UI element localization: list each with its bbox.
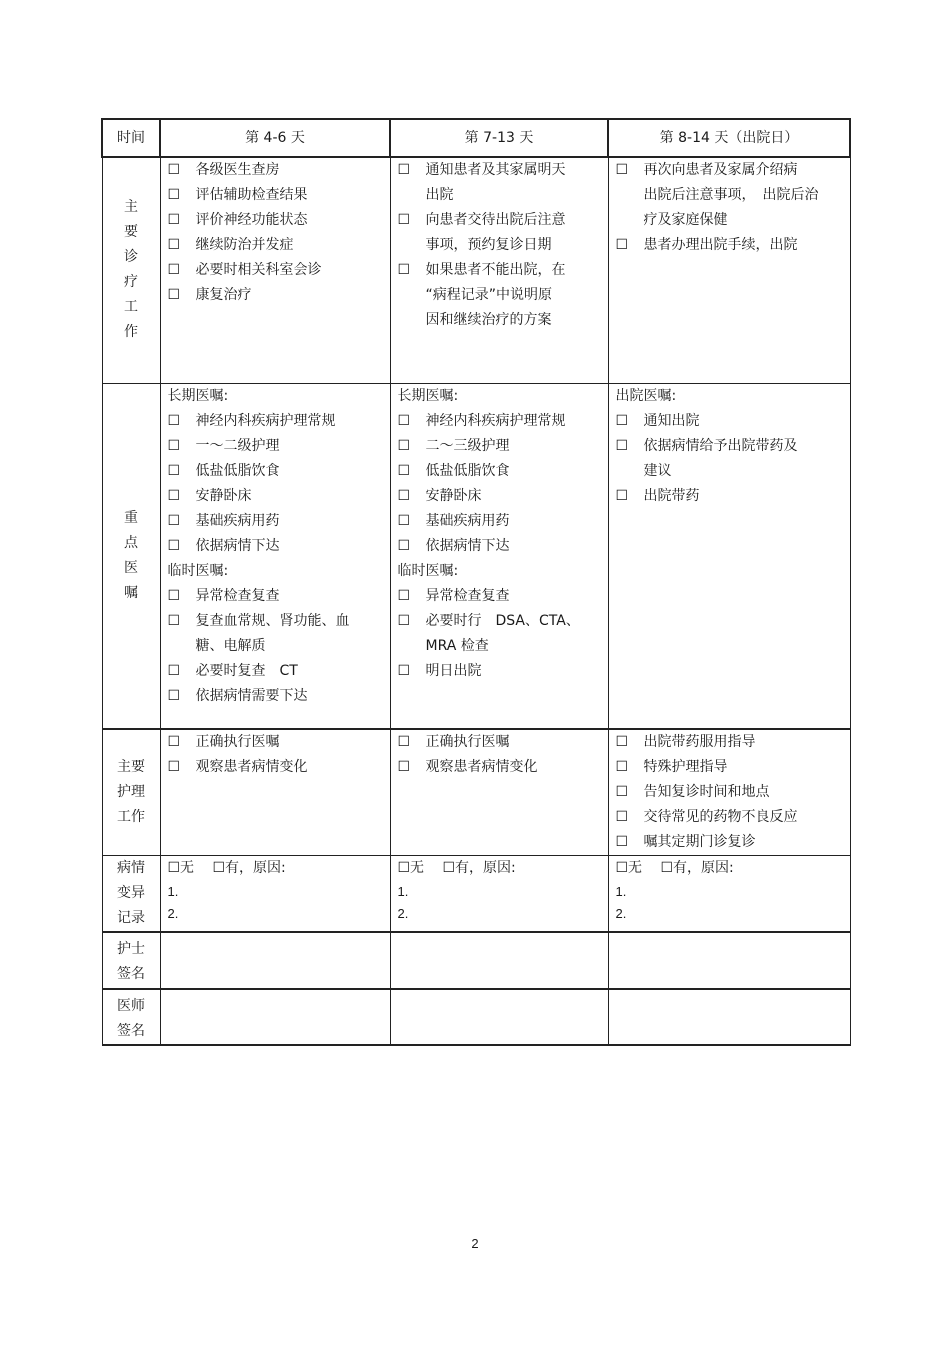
checkbox[interactable]: ☐ [167,512,181,529]
checklist-item: ☐ 神经内科疾病护理常规 [398,409,604,434]
checkbox[interactable]: ☐ [167,437,181,454]
variance-reason-2: 2. [615,906,627,921]
variance-reason-2: 2. [167,906,179,921]
nursing-day-7-13 [390,729,608,856]
checkbox[interactable]: ☐ [167,212,181,228]
checkbox[interactable]: ☐ [397,462,411,479]
checklist-item: ☐ 向患者交待出院后注意 事项，预约复诊日期 [398,208,604,258]
orders-row [102,383,850,729]
nursing-label: 主要 护理 工作 [102,729,160,856]
temporary-orders-title: 临时医嘱: [397,562,459,579]
checkbox[interactable]: ☐ [397,759,411,775]
checkbox[interactable]: ☐ [167,162,181,178]
checklist-item: ☐ 通知患者及其家属明天 出院 [398,158,604,208]
checklist-item: ☐ 正确执行医嘱 [398,730,604,755]
checkbox[interactable]: ☐ [397,162,411,178]
checklist-item: ☐ 观察患者病情变化 [168,755,386,780]
variance-row [102,856,850,933]
checklist-item: ☐ 异常检查复查 [398,584,604,609]
checkbox[interactable]: ☐ [615,759,629,775]
discharge-orders-title: 出院医嘱: [615,387,677,404]
diagnosis-day-4-6 [160,157,390,383]
checkbox[interactable]: ☐ [397,487,411,504]
checklist-item: ☐ 通知出院 [616,409,846,434]
diagnosis-row [102,157,850,383]
checklist-item: ☐ 依据病情下达 [398,534,604,559]
checkbox[interactable]: ☐ [167,412,181,429]
checklist-item: ☐ 观察患者病情变化 [398,755,604,780]
checkbox[interactable]: ☐ [167,262,181,278]
checklist-item: ☐ 特殊护理指导 [616,755,846,780]
orders-day-4-6 [160,383,390,729]
checklist-item: ☐ 如果患者不能出院，在 “病程记录”中说明原 因和继续治疗的方案 [398,258,604,333]
checklist-item: ☐ 依据病情给予出院带药及 建议 [616,434,846,484]
page-number: 2 [471,1236,479,1251]
checklist-item: ☐ 异常检查复查 [168,584,386,609]
checklist-item: ☐ 正确执行医嘱 [168,730,386,755]
doctor-sign-field[interactable] [160,989,390,1045]
checkbox[interactable]: ☐ [397,262,411,278]
checklist-item: ☐ 必要时复查 CT [168,659,386,684]
orders-label: 重 点 医 嘱 [102,383,160,729]
clinical-pathway-table [101,118,851,1046]
checkbox[interactable]: ☐ [615,487,629,504]
checkbox[interactable]: ☐ [167,537,181,554]
checklist-item: ☐ 出院带药 [616,484,846,509]
nurse-sign-label: 护士 签名 [102,932,160,989]
checkbox[interactable]: ☐ [397,512,411,529]
variance-day-7-13[interactable] [390,856,608,933]
checkbox[interactable]: ☐ [615,834,629,850]
nurse-sign-field[interactable] [160,932,390,989]
checklist-item: ☐ 康复治疗 [168,283,386,308]
checklist-item: ☐ 交待常见的药物不良反应 [616,805,846,830]
checklist-item: ☐ 依据病情下达 [168,534,386,559]
checklist-item: ☐ 评价神经功能状态 [168,208,386,233]
checklist-item: ☐ 神经内科疾病护理常规 [168,409,386,434]
checkbox[interactable]: ☐ [167,734,181,750]
orders-day-7-13 [390,383,608,729]
checkbox[interactable]: ☐ [615,162,629,178]
header-day-4-6: 第 4-6 天 [160,119,390,157]
variance-options[interactable]: ☐无 ☐有，原因: [397,860,516,876]
diagnosis-day-8-14 [608,157,850,383]
nursing-row [102,729,850,856]
variance-day-8-14[interactable] [608,856,850,933]
checklist-item: ☐ 安静卧床 [398,484,604,509]
checkbox[interactable]: ☐ [397,734,411,750]
variance-day-4-6[interactable] [160,856,390,933]
variance-reason-2: 2. [397,906,409,921]
checklist-item: ☐ 安静卧床 [168,484,386,509]
header-day-8-14: 第 8-14 天（出院日） [608,119,850,157]
checklist-item: ☐ 低盐低脂饮食 [398,459,604,484]
checkbox[interactable]: ☐ [397,212,411,228]
checkbox[interactable]: ☐ [615,412,629,429]
nurse-sign-field[interactable] [390,932,608,989]
doctor-sign-field[interactable] [390,989,608,1045]
orders-day-8-14 [608,383,850,729]
nursing-day-4-6 [160,729,390,856]
variance-reason-1: 1. [167,884,179,899]
checkbox[interactable]: ☐ [167,662,181,679]
checkbox[interactable]: ☐ [167,487,181,504]
checklist-item: ☐ 一～二级护理 [168,434,386,459]
checklist-item: ☐ 依据病情需要下达 [168,684,386,709]
checkbox[interactable]: ☐ [397,662,411,679]
checkbox[interactable]: ☐ [167,287,181,303]
checklist-item: ☐ 基础疾病用药 [398,509,604,534]
checklist-item: ☐ 基础疾病用药 [168,509,386,534]
checkbox[interactable]: ☐ [397,412,411,429]
checklist-item: ☐ 再次向患者及家属介绍病 出院后注意事项， 出院后治 疗及家庭保健 [616,158,846,233]
checkbox[interactable]: ☐ [397,612,411,629]
header-time: 时间 [102,119,160,157]
variance-options[interactable]: ☐无 ☐有，原因: [167,860,286,876]
nursing-day-8-14 [608,729,850,856]
checklist-item: ☐ 各级医生查房 [168,158,386,183]
checklist-item: ☐ 低盐低脂饮食 [168,459,386,484]
checkbox[interactable]: ☐ [167,237,181,253]
checklist-item: ☐ 评估辅助检查结果 [168,183,386,208]
long-term-orders-title: 长期医嘱: [167,387,229,404]
checklist-item: ☐ 必要时相关科室会诊 [168,258,386,283]
header-row [102,119,850,157]
checkbox[interactable]: ☐ [167,759,181,775]
diagnosis-label: 主 要 诊 疗 工 作 [102,157,160,383]
header-day-7-13: 第 7-13 天 [390,119,608,157]
checklist-item: ☐ 患者办理出院手续，出院 [616,233,846,258]
checkbox[interactable]: ☐ [397,537,411,554]
checkbox[interactable]: ☐ [615,437,629,454]
doctor-sign-row [102,989,850,1045]
checklist-item: ☐ 告知复诊时间和地点 [616,780,846,805]
long-term-orders-title: 长期医嘱: [397,387,459,404]
doctor-sign-label: 医师 签名 [102,989,160,1045]
checkbox[interactable]: ☐ [167,462,181,479]
diagnosis-day-7-13 [390,157,608,383]
variance-reason-1: 1. [615,884,627,899]
doctor-sign-field[interactable] [608,989,850,1045]
variance-label: 病情 变异 记录 [102,856,160,933]
checkbox[interactable]: ☐ [167,687,181,704]
nurse-sign-row [102,932,850,989]
checkbox[interactable]: ☐ [615,734,629,750]
checkbox[interactable]: ☐ [615,237,629,253]
checkbox[interactable]: ☐ [397,437,411,454]
checkbox[interactable]: ☐ [615,809,629,825]
variance-reason-1: 1. [397,884,409,899]
checkbox[interactable]: ☐ [615,784,629,800]
checklist-item: ☐ 继续防治并发症 [168,233,386,258]
checklist-item: ☐ 二～三级护理 [398,434,604,459]
checklist-item: ☐ 复查血常规、肾功能、血 糖、电解质 [168,609,386,659]
checklist-item: ☐ 明日出院 [398,659,604,684]
nurse-sign-field[interactable] [608,932,850,989]
checkbox[interactable]: ☐ [397,587,411,604]
checklist-item: ☐ 必要时行 DSA、CTA、 MRA 检查 [398,609,604,659]
checkbox[interactable]: ☐ [167,612,181,629]
checkbox[interactable]: ☐ [167,187,181,203]
checklist-item: ☐ 出院带药服用指导 [616,730,846,755]
checklist-item: ☐ 嘱其定期门诊复诊 [616,830,846,855]
checkbox[interactable]: ☐ [167,587,181,604]
variance-options[interactable]: ☐无 ☐有，原因: [615,860,734,876]
temporary-orders-title: 临时医嘱: [167,562,229,579]
